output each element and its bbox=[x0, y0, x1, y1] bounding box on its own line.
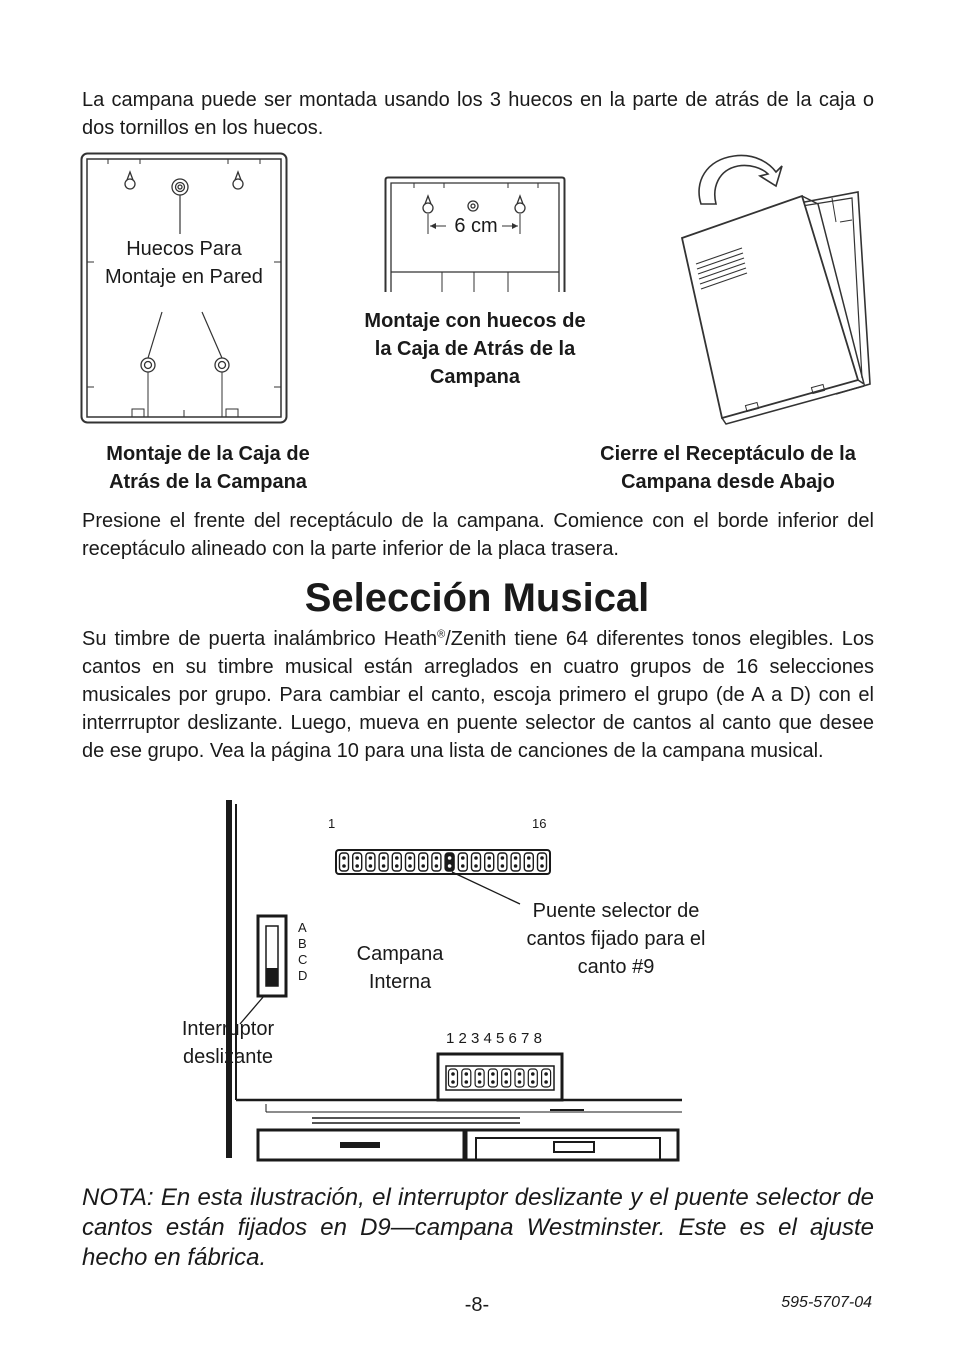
section-title: Selección Musical bbox=[304, 576, 650, 620]
dip-switch-position bbox=[462, 1069, 471, 1087]
jumper-pin-pair bbox=[366, 853, 375, 871]
jumper-pin-pair bbox=[445, 853, 454, 871]
jumper-pin-pair bbox=[472, 853, 481, 871]
dip-switch-position bbox=[475, 1069, 484, 1087]
cover-closing-illustration bbox=[676, 152, 876, 428]
switch-letter-d: D bbox=[298, 968, 308, 983]
jumper-selector-label: Puente selector de cantos fijado para el canto #9 bbox=[526, 900, 706, 978]
dip-switch-position bbox=[515, 1069, 524, 1087]
factory-setting-note: NOTA: En esta ilustración, el interruptor deslizante y el puente selector de cantos están fijados en D9—campana Westminster. Este es el ajuste hecho en fábrica. bbox=[82, 1184, 874, 1271]
jumper-pin-pair bbox=[406, 853, 415, 871]
switch-position-letters bbox=[298, 920, 307, 984]
dip-switch-numbers: 1 2 3 4 5 6 7 8 bbox=[446, 1030, 542, 1047]
jumper-end-label: 16 bbox=[532, 816, 547, 831]
dip-switch-position bbox=[502, 1069, 511, 1087]
keyhole-caption: Montaje con huecos de la Caja de Atrás de la Campana bbox=[364, 310, 586, 388]
page-number: -8- bbox=[464, 1294, 490, 1316]
jumper-pin-pair bbox=[379, 853, 388, 871]
jumper-pin-pair bbox=[419, 853, 428, 871]
section-text-part-1: Su timbre de puerta inalámbrico Heath bbox=[82, 628, 438, 650]
jumper-pin-pair bbox=[485, 853, 494, 871]
switch-letter-a: A bbox=[298, 920, 307, 935]
jumper-pin-pair bbox=[432, 853, 441, 871]
dip-switch-position bbox=[488, 1069, 497, 1087]
dip-switch-position bbox=[542, 1069, 551, 1087]
jumper-pin-pair bbox=[524, 853, 533, 871]
internal-chime-label: Campana Interna bbox=[356, 943, 444, 993]
section-paragraph bbox=[82, 625, 874, 765]
dip-switch-position bbox=[528, 1069, 537, 1087]
press-paragraph: Presione el frente del receptáculo de la campana. Comience con el borde inferior del receptáculo alineado con la parte inferior de la placa trasera. bbox=[82, 510, 874, 560]
back-box-caption: Montaje de la Caja de Atrás de la Campana bbox=[106, 443, 310, 493]
jumper-pin-pair bbox=[498, 853, 507, 871]
jumper-pin-pair bbox=[458, 853, 467, 871]
jumper-pin-pair bbox=[538, 853, 547, 871]
wall-holes-label: Huecos Para Montaje en Pared bbox=[105, 238, 263, 288]
document-number: 595-5707-04 bbox=[781, 1294, 872, 1311]
slide-switch-label: Interruptor deslizante bbox=[181, 1018, 275, 1068]
switch-letter-b: B bbox=[298, 936, 307, 951]
jumper-pin-pair bbox=[353, 853, 362, 871]
dimension-label: 6 cm bbox=[454, 215, 498, 237]
dip-switch-position bbox=[449, 1069, 458, 1087]
intro-paragraph: La campana puede ser montada usando los 3 huecos en la parte de atrás de la caja o dos tornillos en los huecos. bbox=[82, 89, 874, 139]
jumper-pin-pair bbox=[392, 853, 401, 871]
registered-mark: ® bbox=[437, 628, 446, 641]
section-text-part-2: /Zenith tiene 64 diferentes tonos elegibles. Los cantos en su timbre musical están arreglados en cuatro grupos de 16 selecciones musicales por grupo. Para cambiar el canto, escoja primero el grupo (de A a D) con el interrruptor deslizante. Luego, mueva en puente selector de cantos al canto que desee de ese grupo. Vea la página 10 para una lista de canciones de la campana musical. bbox=[82, 628, 874, 762]
jumper-pin-pair bbox=[511, 853, 520, 871]
jumper-start-label: 1 bbox=[328, 816, 336, 831]
jumper-pin-pair bbox=[340, 853, 349, 871]
cover-caption: Cierre el Receptáculo de la Campana desde Abajo bbox=[600, 443, 856, 493]
switch-letter-c: C bbox=[298, 952, 308, 967]
